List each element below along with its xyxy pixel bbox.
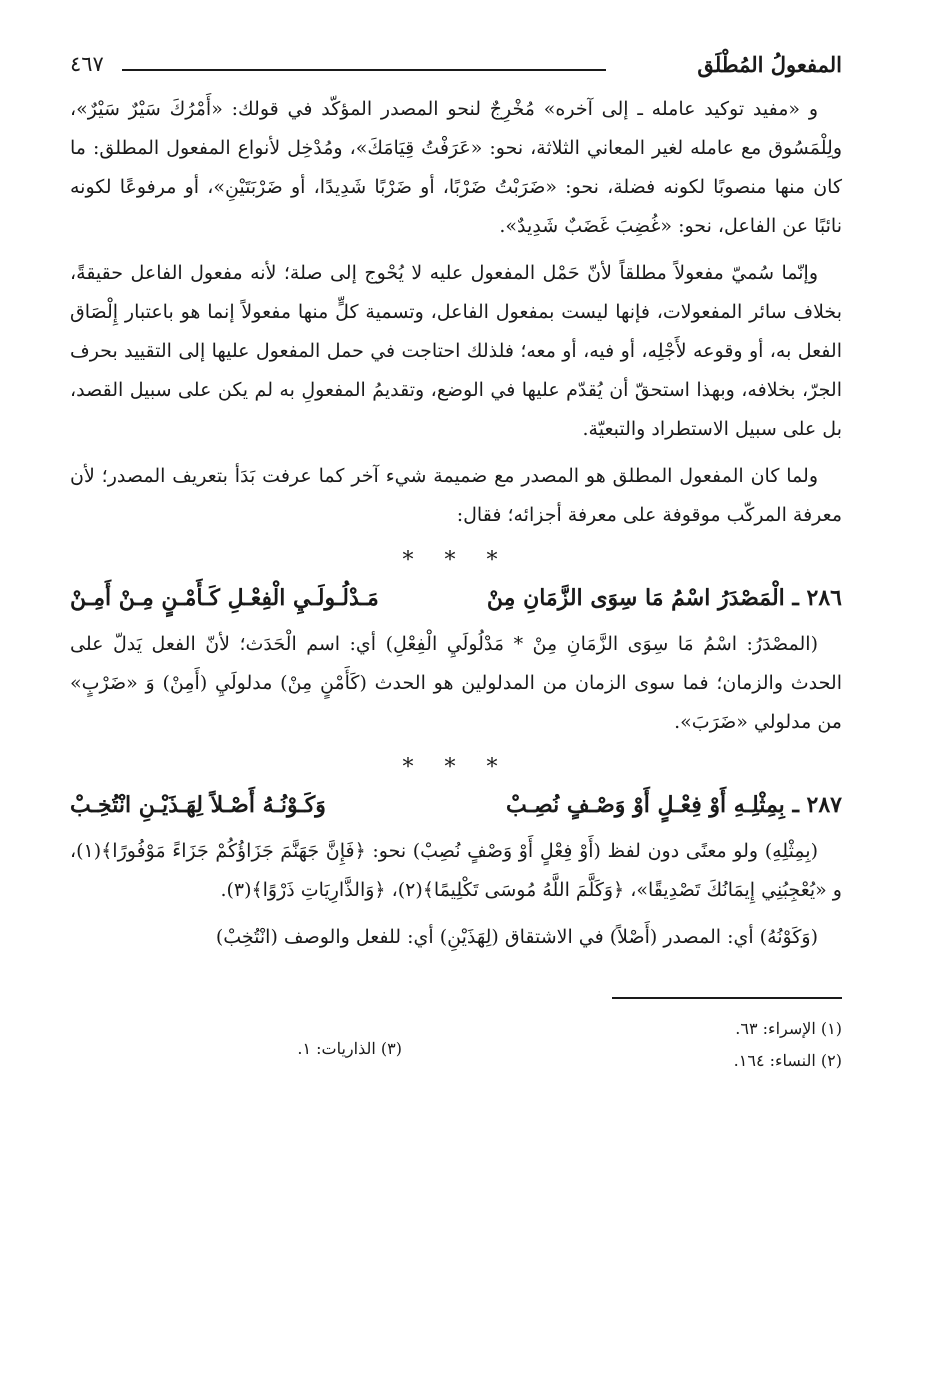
verse-286-first-hemistich: ٢٨٦ ـ الْمَصْدَرُ اسْمُ مَا سِوَى الزَّمَانِ مِنْ: [486, 585, 842, 611]
commentary-286: (المصْدَرُ: اسْمُ مَا سِوَى الزَّمَانِ مِنْ * مَدْلُولَيِ الْفِعْلِ) أي: اسم الْحَدَث؛ لأنّ الفعل يَدلّ على الحدث والزمان؛ فما سوى الزمان من المدلولين هو الحدث (كَأَمْنٍ مِنْ) مدلولَيِ (أَمِنْ) وَ «ضَرْبٍ» من مدلولي «ضَرَبَ».: [70, 633, 842, 733]
chapter-title: المفعولُ المُطْلَق: [697, 52, 842, 77]
book-page: [70, 50, 842, 1089]
verse-287-second-hemistich: وَكَـوْنُـهُ أَصْـلاً لِهَـذَيْـنِ انْتُخِـبْ: [70, 792, 326, 818]
section-separator: * * *: [402, 755, 510, 780]
footnote-2: (٢) النساء: ١٦٤.: [733, 1051, 842, 1070]
paragraph-definition-scope: و «مفيد توكيد عامله ـ إلى آخره» مُخْرِجٌ لنحو المصدر المؤكّد في قولك: «أَمْرُكَ سَيْرٌ سَيْرٌ»، ولِلْمَسُوق مع عامله لغير المعاني الثلاثة، نحو: «عَرَفْتُ قِيَامَكَ»، ومُدْخِل لأنواع المفعول المطلق: ما كان منها منصوبًا لكونه فضلة، نحو: «ضَرَبْتُ ضَرْبًا، أو ضَرْبًا شَدِيدًا، أو ضَرْبَتَيْنِ»، أو مرفوعًا لكونه نائبًا عن الفاعل، نحو: «غُضِبَ غَضَبٌ شَدِيدٌ».: [70, 98, 842, 237]
section-separator: * * *: [402, 548, 510, 573]
paragraph-transition: ولما كان المفعول المطلق هو المصدر مع ضميمة شيء آخر كما عرفت بَدَأ بتعريف المصدر؛ لأن معرفة المركّب موقوفة على معرفة أجزائه؛ فقال:: [70, 465, 842, 526]
commentary-287: (بِمِثْلِهِ) ولو معنًى دون لفظ (أَوْ فِعْلٍ أَوْ وَصْفٍ نُصِبْ) نحو: ﴿فَإِنَّ جَهَنَّمَ جَزَاؤُكُمْ جَزَاءً مَوْفُورًا﴾(١)، و «يُعْجِبُنِي إِيمَانُكَ تَصْدِيقًا»، ﴿وَكَلَّمَ اللَّهُ مُوسَى تَكْلِيمًا﴾(٢)، ﴿وَالذَّارِيَاتِ ذَرْوًا﴾(٣).: [70, 840, 842, 901]
footnote-1: (١) الإسراء: ٦٣.: [735, 1019, 842, 1038]
verse-286-second-hemistich: مَـدْلُـولَـيِ الْفِعْـلِ كَـأَمْـنٍ مِـنْ أَمِـنْ: [70, 585, 379, 611]
footnote-3: (٣) الذاريات: ١.: [297, 1039, 402, 1058]
verse-287-first-hemistich: ٢٨٧ ـ بِمِثْلِـهِ أَوْ فِعْـلٍ أَوْ وَصْـفٍ نُصِـبْ: [506, 792, 842, 818]
verse-287: [70, 786, 842, 832]
footnotes: [70, 1019, 842, 1089]
running-header: [70, 50, 842, 90]
page-number: ٤٦٧: [70, 52, 104, 76]
header-rule: [122, 69, 606, 71]
footnote-separator: [612, 997, 842, 999]
commentary-287-continued: (وَكَوْنُهُ) أي: المصدر (أَصْلاً) في الاشتقاق (لِهَذَيْنِ) أي: للفعل والوصف (انْتُخِبْ): [215, 926, 818, 948]
verse-286: [70, 579, 842, 625]
paragraph-naming-reason: وإنّما سُميّ مفعولاً مطلقاً لأنّ حَمْل المفعول عليه لا يُحْوج إلى صلة؛ لأنه مفعول الفاعل حقيقةً، بخلاف سائر المفعولات، فإنها ليست بمفعول الفاعل، وتسمية كلٍّ منها مفعولاً إنما هو باعتبار إِلْصَاق الفعل به، أو وقوعه لأَجْلِه، أو فيه، أو معه؛ فلذلك احتاجت في حمل المفعول عليها إلى التقييد بحرف الجرّ، بخلافه، وبهذا استحقّ أن يُقدّم عليها في الوضع، وتقديمُ المفعولِ به لم يكن على سبيل القصد، بل على سبيل الاستطراد والتبعيّة.: [70, 262, 842, 440]
